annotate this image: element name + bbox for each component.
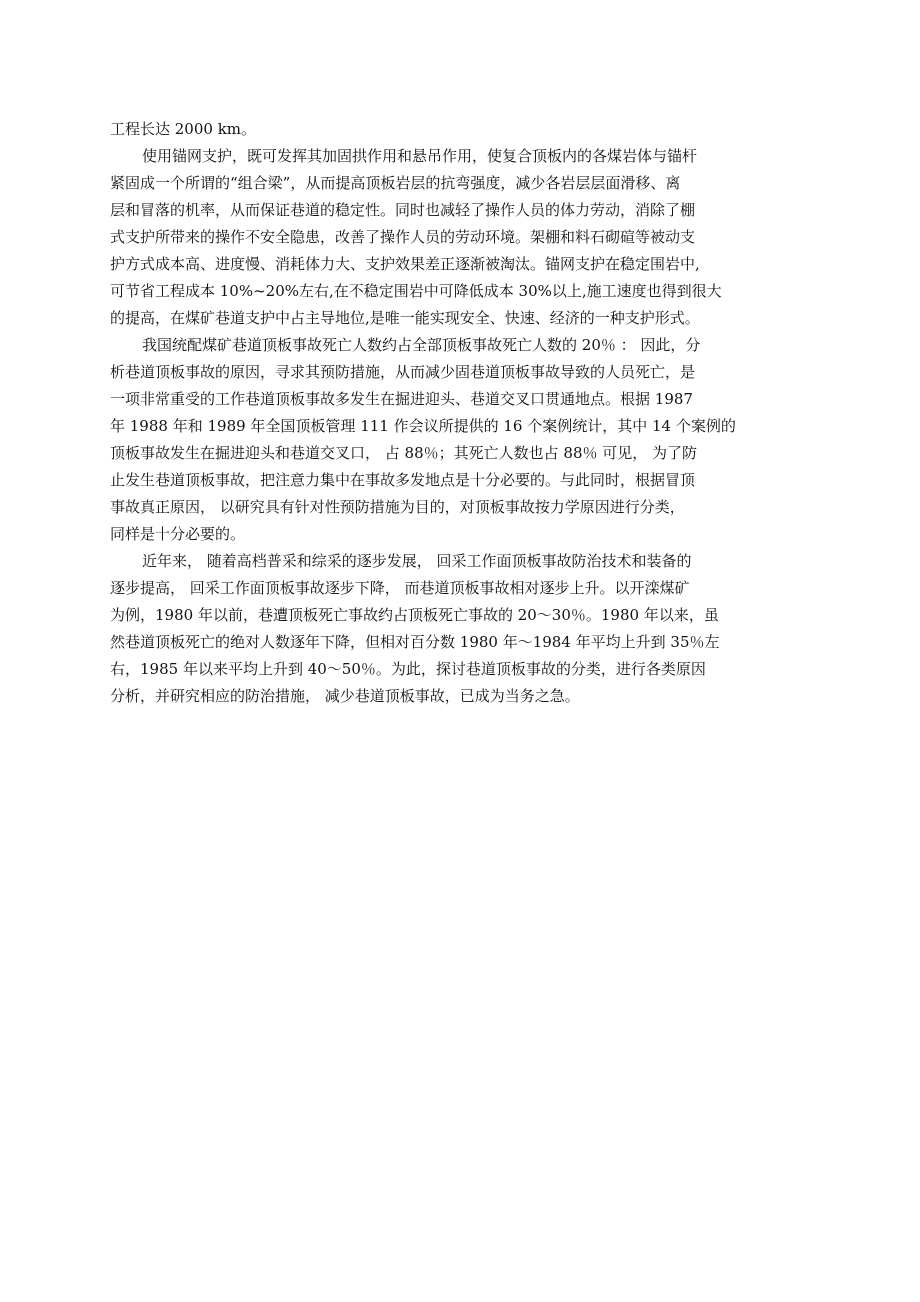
text-line: 顶板事故发生在掘进迎头和巷道交叉口， 占 88％；其死亡人数也占 88％ 可见， 为了防 bbox=[110, 444, 698, 462]
text-line: 为例，1980 年以前，巷遭顶板死亡事故约占顶板死亡事故的 20～30％。1980 年以来，虽 bbox=[110, 606, 719, 624]
paragraph-recent-trends bbox=[110, 548, 835, 710]
text-line: 一项非常重受的工作巷道顶板事故多发生在掘进迎头、巷道交叉口贯通地点。根据 1987 bbox=[110, 390, 693, 408]
text-line: 使用锚网支护，既可发挥其加固拱作用和悬吊作用，使复合顶板内的各煤岩体与锚杆 bbox=[142, 147, 698, 165]
document-body bbox=[110, 116, 835, 710]
text-line: 同样是十分必要的。 bbox=[110, 525, 246, 543]
text-line: 逐步提高， 回采工作面顶板事故逐步下降， 而巷道顶板事故相对逐步上升。以开滦煤矿 bbox=[110, 579, 690, 597]
text-line: 年 1988 年和 1989 年全国顶板管理 111 作会议所提供的 16 个案例统计，其中 14 个案例的 bbox=[110, 417, 736, 435]
text-line: 紧固成一个所谓的“组合梁”，从而提高顶板岩层的抗弯强度，减少各岩层层面滑移、离 bbox=[110, 174, 681, 192]
text-line: 分析，并研究相应的防治措施， 减少巷道顶板事故，已成为当务之急。 bbox=[110, 687, 580, 705]
paragraph-anchor-mesh-support bbox=[110, 143, 835, 332]
text-line: 护方式成本高、进度慢、消耗体力大、支护效果差正逐渐被淘汰。锚网支护在稳定围岩中, bbox=[110, 255, 700, 273]
text-line: 我国统配煤矿巷道顶板事故死亡人数约占全部顶板事故死亡人数的 20％ ： 因此，分 bbox=[142, 336, 701, 354]
text-line: 的提高，在煤矿巷道支护中占主导地位,是唯一能实现安全、快速、经济的一种支护形式。 bbox=[110, 309, 700, 327]
text-line: 右，1985 年以来平均上升到 40～50％。为此，探讨巷道顶板事故的分类，进行各类原因 bbox=[110, 660, 706, 678]
text-line: 层和冒落的机率，从而保证巷道的稳定性。同时也减轻了操作人员的体力劳动，消除了棚 bbox=[110, 201, 696, 219]
text-line: 式支护所带来的操作不安全隐患，改善了操作人员的劳动环境。架棚和料石砌碹等被动支 bbox=[110, 228, 696, 246]
paragraph-roof-accident-statistics bbox=[110, 332, 835, 548]
text-line: 析巷道顶板事故的原因，寻求其预防措施，从而减少固巷道顶板事故导致的人员死亡，是 bbox=[110, 363, 696, 381]
paragraph-continuation bbox=[110, 116, 835, 143]
text-line: 止发生巷道顶板事故，把注意力集中在事故多发地点是十分必要的。与此同时，根据冒顶 bbox=[110, 471, 696, 489]
text-line: 可节省工程成本 10%~20%左右,在不稳定围岩中可降低成本 30%以上,施工速度也得到很大 bbox=[110, 282, 722, 300]
text-line: 工程长达 2000 km。 bbox=[110, 120, 257, 138]
text-line: 事故真正原因， 以研究具有针对性预防措施为目的，对顶板事故按力学原因进行分类， bbox=[110, 498, 685, 516]
text-line: 然巷道顶板死亡的绝对人数逐年下降，但相对百分数 1980 年～1984 年平均上升到 35％左 bbox=[110, 633, 720, 651]
text-line: 近年来， 随着高档普采和综采的逐步发展， 回采工作面顶板事故防治技术和装备的 bbox=[142, 552, 692, 570]
